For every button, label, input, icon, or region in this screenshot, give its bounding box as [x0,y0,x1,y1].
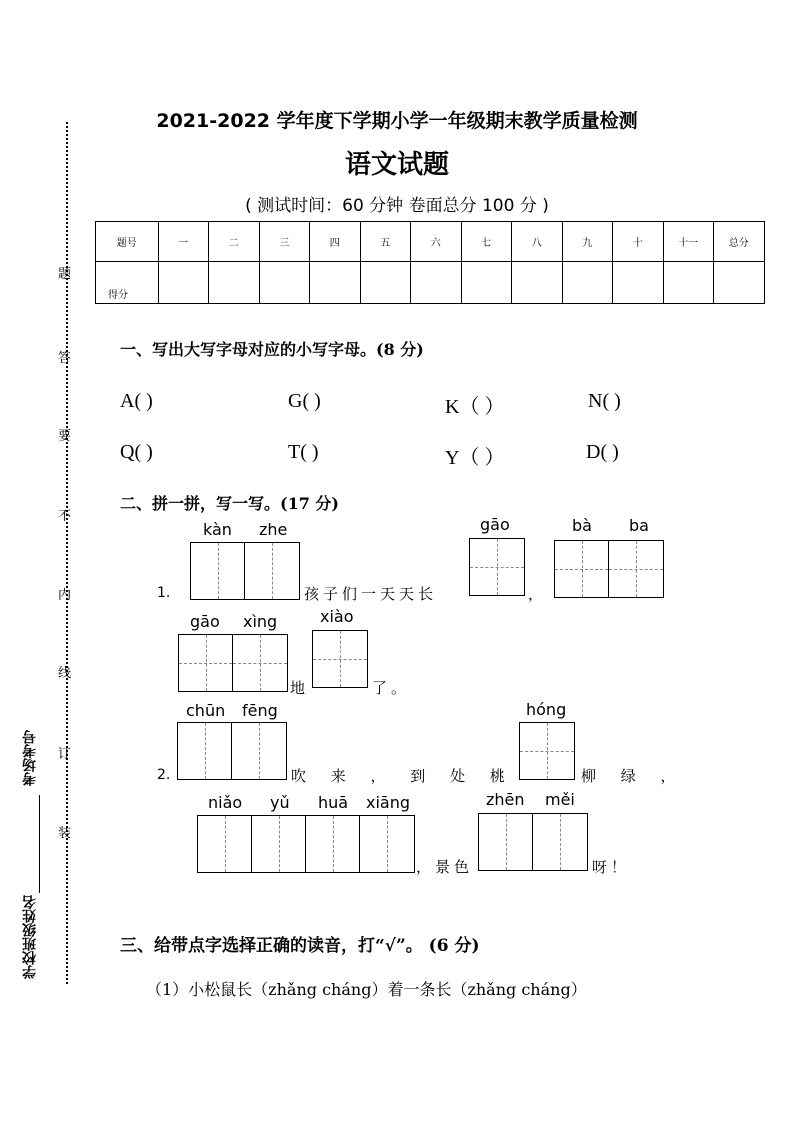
pinyin: niǎo [208,793,243,812]
pinyin: gāo [190,612,220,631]
binding-char: 订 [58,747,72,762]
subject-title: 语文试题 [344,150,449,180]
writing-cell[interactable] [252,816,306,872]
exam-info: ( 测试时间：60 分钟 卷面总分 100 分 ) [245,196,549,216]
score-cell[interactable] [714,262,765,304]
writing-grid[interactable] [554,540,664,598]
letter-item: A( ) [120,390,153,412]
binding-dotted-line [66,122,68,984]
binding-char: 内 [58,588,72,603]
col-header: 十 [613,222,664,262]
writing-cell[interactable] [479,814,533,870]
letter-item: N( ) [588,390,621,412]
pinyin: zhe [259,520,288,539]
score-table [95,221,765,304]
col-header: 二 [209,222,260,262]
sentence-text: 地 [290,679,310,697]
pinyin: hóng [526,700,567,719]
letter-item: Q( ) [120,441,153,463]
pinyin: fēng [242,701,278,720]
writing-cell[interactable] [245,543,299,599]
writing-cell[interactable] [360,816,414,872]
score-cell[interactable] [461,262,512,304]
score-cell[interactable] [411,262,462,304]
writing-grid[interactable] [469,538,525,596]
pinyin: huā [318,793,349,812]
question-number: 1. [157,585,171,601]
sentence-text: 柳 绿 ， [581,767,686,785]
pinyin: zhēn [486,790,525,809]
score-cell[interactable] [613,262,664,304]
pinyin: měi [545,790,575,809]
sentence-text: 孩子们一天天长 [304,585,438,603]
section1-title: 一、写出大写字母对应的小写字母。(8 分) [120,340,424,359]
score-cell[interactable] [512,262,563,304]
row-label: 题号 [96,222,159,262]
col-header: 七 [461,222,512,262]
col-header: 四 [310,222,361,262]
writing-cell[interactable] [470,539,524,595]
exam-room-number-line [39,795,40,893]
col-header: 八 [512,222,563,262]
score-cell[interactable] [663,262,714,304]
writing-grid[interactable] [519,722,575,780]
score-cell[interactable] [158,262,209,304]
binding-char: 题 [58,267,72,282]
pinyin: xìng [243,612,278,631]
score-cell[interactable] [562,262,613,304]
score-cell[interactable] [209,262,260,304]
writing-grid[interactable] [178,634,288,692]
writing-cell[interactable] [533,814,587,870]
writing-grid[interactable] [197,815,415,873]
pinyin: kàn [203,520,232,539]
writing-grid[interactable] [190,542,300,600]
sentence-text: ， [528,585,548,603]
score-cell[interactable] [360,262,411,304]
writing-cell[interactable] [232,723,286,779]
col-header: 五 [360,222,411,262]
score-cell[interactable] [259,262,310,304]
letter-item: D( ) [586,441,619,463]
col-header: 三 [259,222,310,262]
binding-char: 要 [58,429,72,444]
binding-char: 不 [58,509,72,524]
section2-title: 二、拼一拼，写一写。(17 分) [120,494,339,513]
row-label: 得分 [96,262,159,304]
score-cell[interactable] [310,262,361,304]
pinyin: xiào [320,607,354,626]
binding-char: 答 [58,351,72,366]
pinyin: chūn [186,701,226,720]
col-header: 总分 [714,222,765,262]
writing-cell[interactable] [520,723,574,779]
col-header: 一 [158,222,209,262]
writing-cell[interactable] [191,543,245,599]
writing-cell[interactable] [609,541,663,597]
sentence-text: 呀！ [592,858,631,876]
question-number: 2. [157,767,171,783]
writing-cell[interactable] [306,816,360,872]
writing-cell[interactable] [179,635,233,691]
col-header: 十一 [663,222,714,262]
pinyin: gāo [480,515,510,534]
writing-grid[interactable] [312,630,368,688]
writing-grid[interactable] [177,722,287,780]
exam-title: 2021-2022 学年度下学期小学一年级期末教学质量检测 [156,110,638,132]
binding-char: 线 [58,666,72,681]
section3-question: （1）小松鼠长（zhǎng cháng）着一条长（zhǎng cháng） [146,980,587,999]
col-header: 六 [411,222,462,262]
exam-room-number-label: 考场考号 [22,730,38,786]
letter-item: G( ) [288,390,321,412]
writing-cell[interactable] [178,723,232,779]
pinyin: yǔ [270,793,290,812]
letter-item: K（ ） [445,396,505,418]
writing-cell[interactable] [555,541,609,597]
binding-char: 装 [58,826,72,841]
writing-cell[interactable] [198,816,252,872]
section3-title: 三、给带点字选择正确的读音，打“√”。 (6 分) [120,936,480,956]
sentence-text: ，景色 [416,858,474,876]
writing-grid[interactable] [478,813,588,871]
letter-item: T( ) [288,441,319,463]
pinyin: xiāng [366,793,411,812]
writing-cell[interactable] [313,631,367,687]
writing-cell[interactable] [233,635,287,691]
school-class-name-label: 学校班级姓名 [22,895,38,979]
col-header: 九 [562,222,613,262]
pinyin: ba [629,516,649,535]
pinyin: bà [572,516,592,535]
sentence-text: 吹 来 ， 到 处 桃 [291,767,515,785]
letter-item: Y（ ） [445,447,505,469]
sentence-text: 了。 [372,679,411,697]
